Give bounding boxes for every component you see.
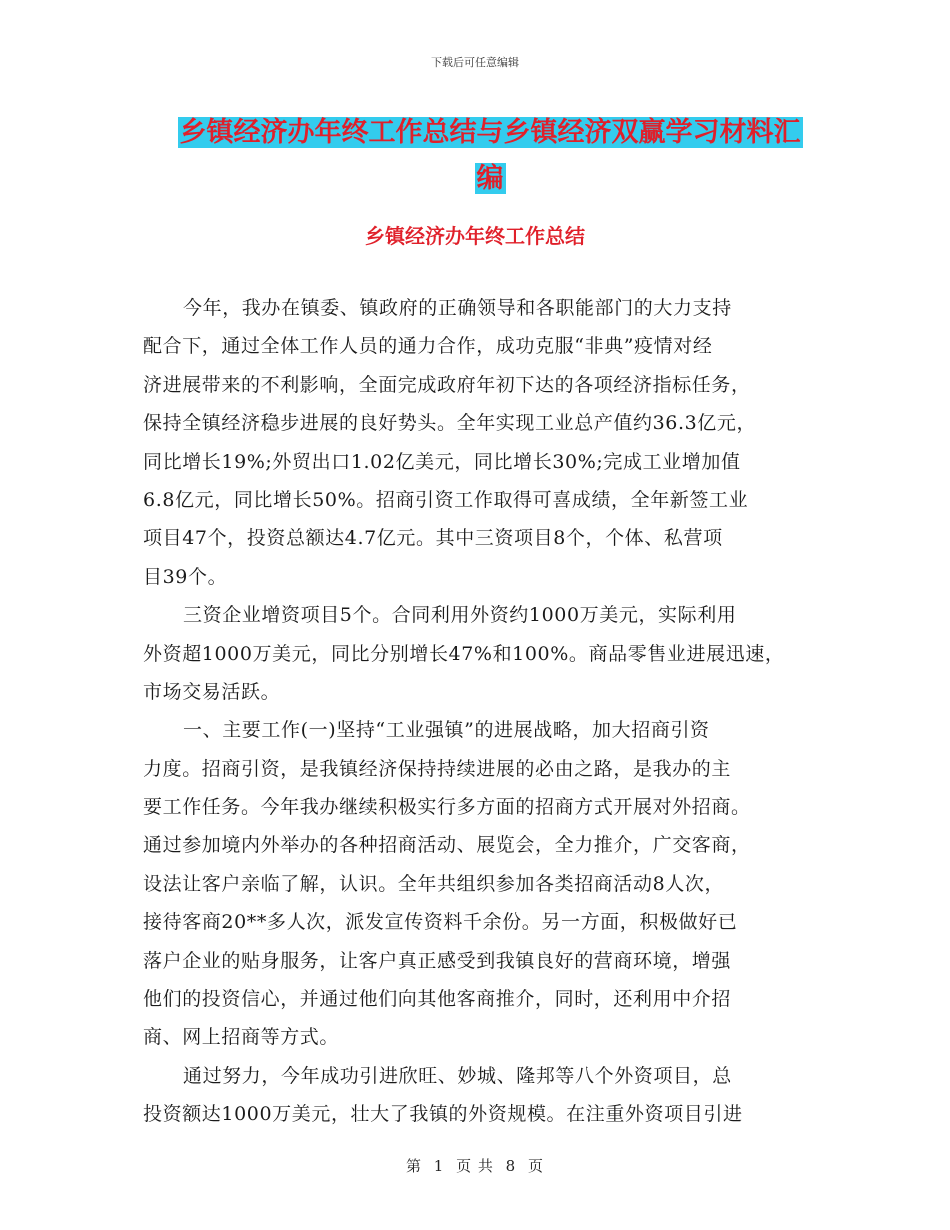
footer-total-pages: 8 — [505, 1157, 517, 1175]
body-text — [143, 289, 815, 1134]
document-title — [140, 110, 840, 202]
paragraph-line: 项目47个，投资总额达4.7亿元。其中三资项目8个，个体、私营项 — [143, 527, 723, 550]
section-title: 乡镇经济办年终工作总结 — [365, 224, 585, 248]
paragraph-line: 配合下，通过全体工作人员的通力合作，成功克服“非典”疫情对经 — [143, 335, 713, 358]
page-footer — [0, 1155, 950, 1176]
paragraph-line: 投资额达1000万美元，壮大了我镇的外资规模。在注重外资项目引进 — [143, 1103, 743, 1126]
paragraph-line: 三资企业增资项目5个。合同利用外资约1000万美元，实际利用 — [183, 604, 737, 627]
paragraph-line: 济进展带来的不利影响，全面完成政府年初下达的各项经济指标任务， — [143, 373, 751, 396]
footer-page-number: 1 — [433, 1157, 445, 1175]
paragraph-line: 外资超1000万美元，同比分别增长47%和100%。商品零售业进展迅速， — [143, 642, 785, 665]
paragraph-line: 通过参加境内外举办的各种招商活动、展览会，全力推介，广交客商， — [143, 834, 751, 857]
paragraph-line: 设法让客户亲临了解，认识。全年共组织参加各类招商活动8人次， — [143, 872, 725, 895]
paragraph-line: 力度。招商引资，是我镇经济保持持续进展的必由之路，是我办的主 — [143, 757, 732, 780]
paragraph-line: 6.8亿元，同比增长50%。招商引资工作取得可喜成绩，全年新签工业 — [143, 488, 749, 511]
paragraph-line: 接待客商20**多人次，派发宣传资料千余份。另一方面，积极做好已 — [143, 911, 738, 934]
paragraph-line: 商、网上招商等方式。 — [143, 1026, 340, 1049]
paragraph-line: 落户企业的贴身服务，让客户真正感受到我镇良好的营商环境，增强 — [143, 949, 732, 972]
paragraph-line: 保持全镇经济稳步进展的良好势头。全年实现工业总产值约36.3亿元， — [143, 412, 757, 435]
paragraph-line: 要工作任务。今年我办继续积极实行多方面的招商方式开展对外招商。 — [143, 796, 751, 819]
footer-suffix: 页 — [528, 1157, 545, 1175]
paragraph-line: 他们的投资信心，并通过他们向其他客商推介，同时，还利用中介招 — [143, 988, 732, 1011]
paragraph-line: 市场交易活跃。 — [143, 680, 281, 703]
paragraph-line: 通过努力，今年成功引进欣旺、妙城、隆邦等八个外资项目，总 — [183, 1064, 732, 1087]
paragraph-line: 一、主要工作(一)坚持“工业强镇”的进展战略，加大招商引资 — [183, 719, 710, 742]
paragraph-line: 目39个。 — [143, 565, 228, 588]
document-title-line-2: 编 — [476, 163, 504, 194]
paragraph-line: 今年，我办在镇委、镇政府的正确领导和各职能部门的大力支持 — [183, 297, 732, 319]
footer-prefix: 第 — [405, 1157, 422, 1175]
document-title-line-1: 乡镇经济办年终工作总结与乡镇经济双赢学习材料汇 — [179, 117, 801, 148]
footer-mid: 页 共 — [456, 1157, 494, 1175]
header-note: 下载后可任意编辑 — [431, 56, 519, 69]
paragraph-line: 同比增长19%;外贸出口1.02亿美元，同比增长30%;完成工业增加值 — [143, 450, 741, 473]
